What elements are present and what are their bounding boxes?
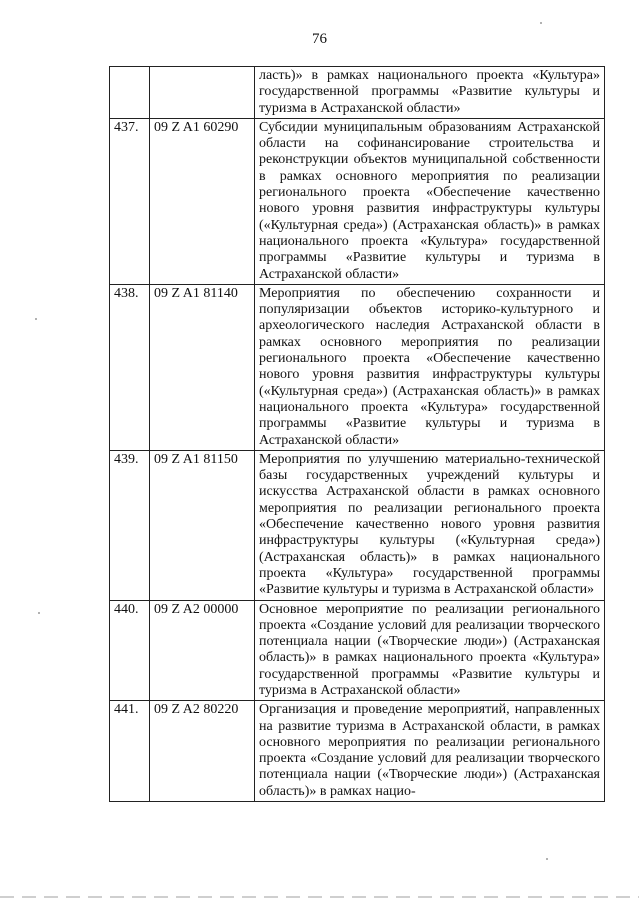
expense-description: Мероприятия по улучшению материально-технической базы государственных учреждений культуры и искусства Астраханской области в рамках основного мероприятия по реализации регионального проекта «Обеспечение качественно нового уровня развития инфраструктуры культуры («Культурная среда») (Астраханская область)» в рамках национального проекта «Культура» государственной программы «Развитие культуры и туризма в Астраханской области» <box>255 450 605 600</box>
table-row-437 <box>110 118 605 284</box>
budget-classification-table <box>109 66 605 802</box>
target-article-code: 09 Z A1 81140 <box>150 284 255 450</box>
scan-speck <box>540 22 542 24</box>
expense-description: Мероприятия по обеспечению сохранности и популяризации объектов историко-культурного и археологического наследия Астраханской области в рамках основного мероприятия по реализации регионального проекта «Обеспечение качественно нового уровня развития инфраструктуры культуры («Культурная среда») (Астраханская область)» в рамках национального проекта «Культура» государственной программы «Развитие культуры и туризма в Астраханской области» <box>255 284 605 450</box>
target-article-code: 09 Z A1 81150 <box>150 450 255 600</box>
expense-description: Организация и проведение мероприятий, направленных на развитие туризма в Астраханской области, в рамках основного мероприятия по реализации регионального проекта «Создание условий для реализации творческого потенциала нации («Творческие люди») (Астраханская область)» в рамках нацио- <box>255 701 605 802</box>
scan-speck <box>546 858 548 860</box>
expense-description: Основное мероприятие по реализации регионального проекта «Создание условий для реализации творческого потенциала нации («Творческие люди») (Астраханская область)» в рамках национального проекта «Культура» государственной программы «Развитие культуры и туризма в Астраханской области» <box>255 600 605 701</box>
target-article-code: 09 Z A2 80220 <box>150 701 255 802</box>
table-row-continuation <box>110 67 605 119</box>
target-article-code: 09 Z A2 00000 <box>150 600 255 701</box>
table-row-440 <box>110 600 605 701</box>
row-number: 437. <box>110 118 150 284</box>
target-article-code: 09 Z A1 60290 <box>150 118 255 284</box>
row-number: 440. <box>110 600 150 701</box>
row-number: 441. <box>110 701 150 802</box>
target-article-code <box>150 67 255 119</box>
row-number: 439. <box>110 450 150 600</box>
scan-speck <box>38 612 40 614</box>
expense-description: ласть)» в рамках национального проекта «Культура» государственной программы «Развитие культуры и туризма в Астраханской области» <box>255 67 605 119</box>
row-number: 438. <box>110 284 150 450</box>
expense-description: Субсидии муниципальным образованиям Астраханской области на софинансирование строительства и реконструкции объектов муниципальной собственности в рамках основного мероприятия по реализации регионального проекта «Обеспечение качественно нового уровня развития инфраструктуры культуры («Культурная среда») (Астраханская область)» в рамках национального проекта «Культура» государственной программы «Развитие культуры и туризма в Астраханской области» <box>255 118 605 284</box>
scan-bottom-edge <box>0 896 639 898</box>
scan-speck <box>35 318 37 320</box>
page-number: 76 <box>312 31 327 47</box>
table-row-441 <box>110 701 605 802</box>
table-row-438 <box>110 284 605 450</box>
table-row-439 <box>110 450 605 600</box>
row-number <box>110 67 150 119</box>
